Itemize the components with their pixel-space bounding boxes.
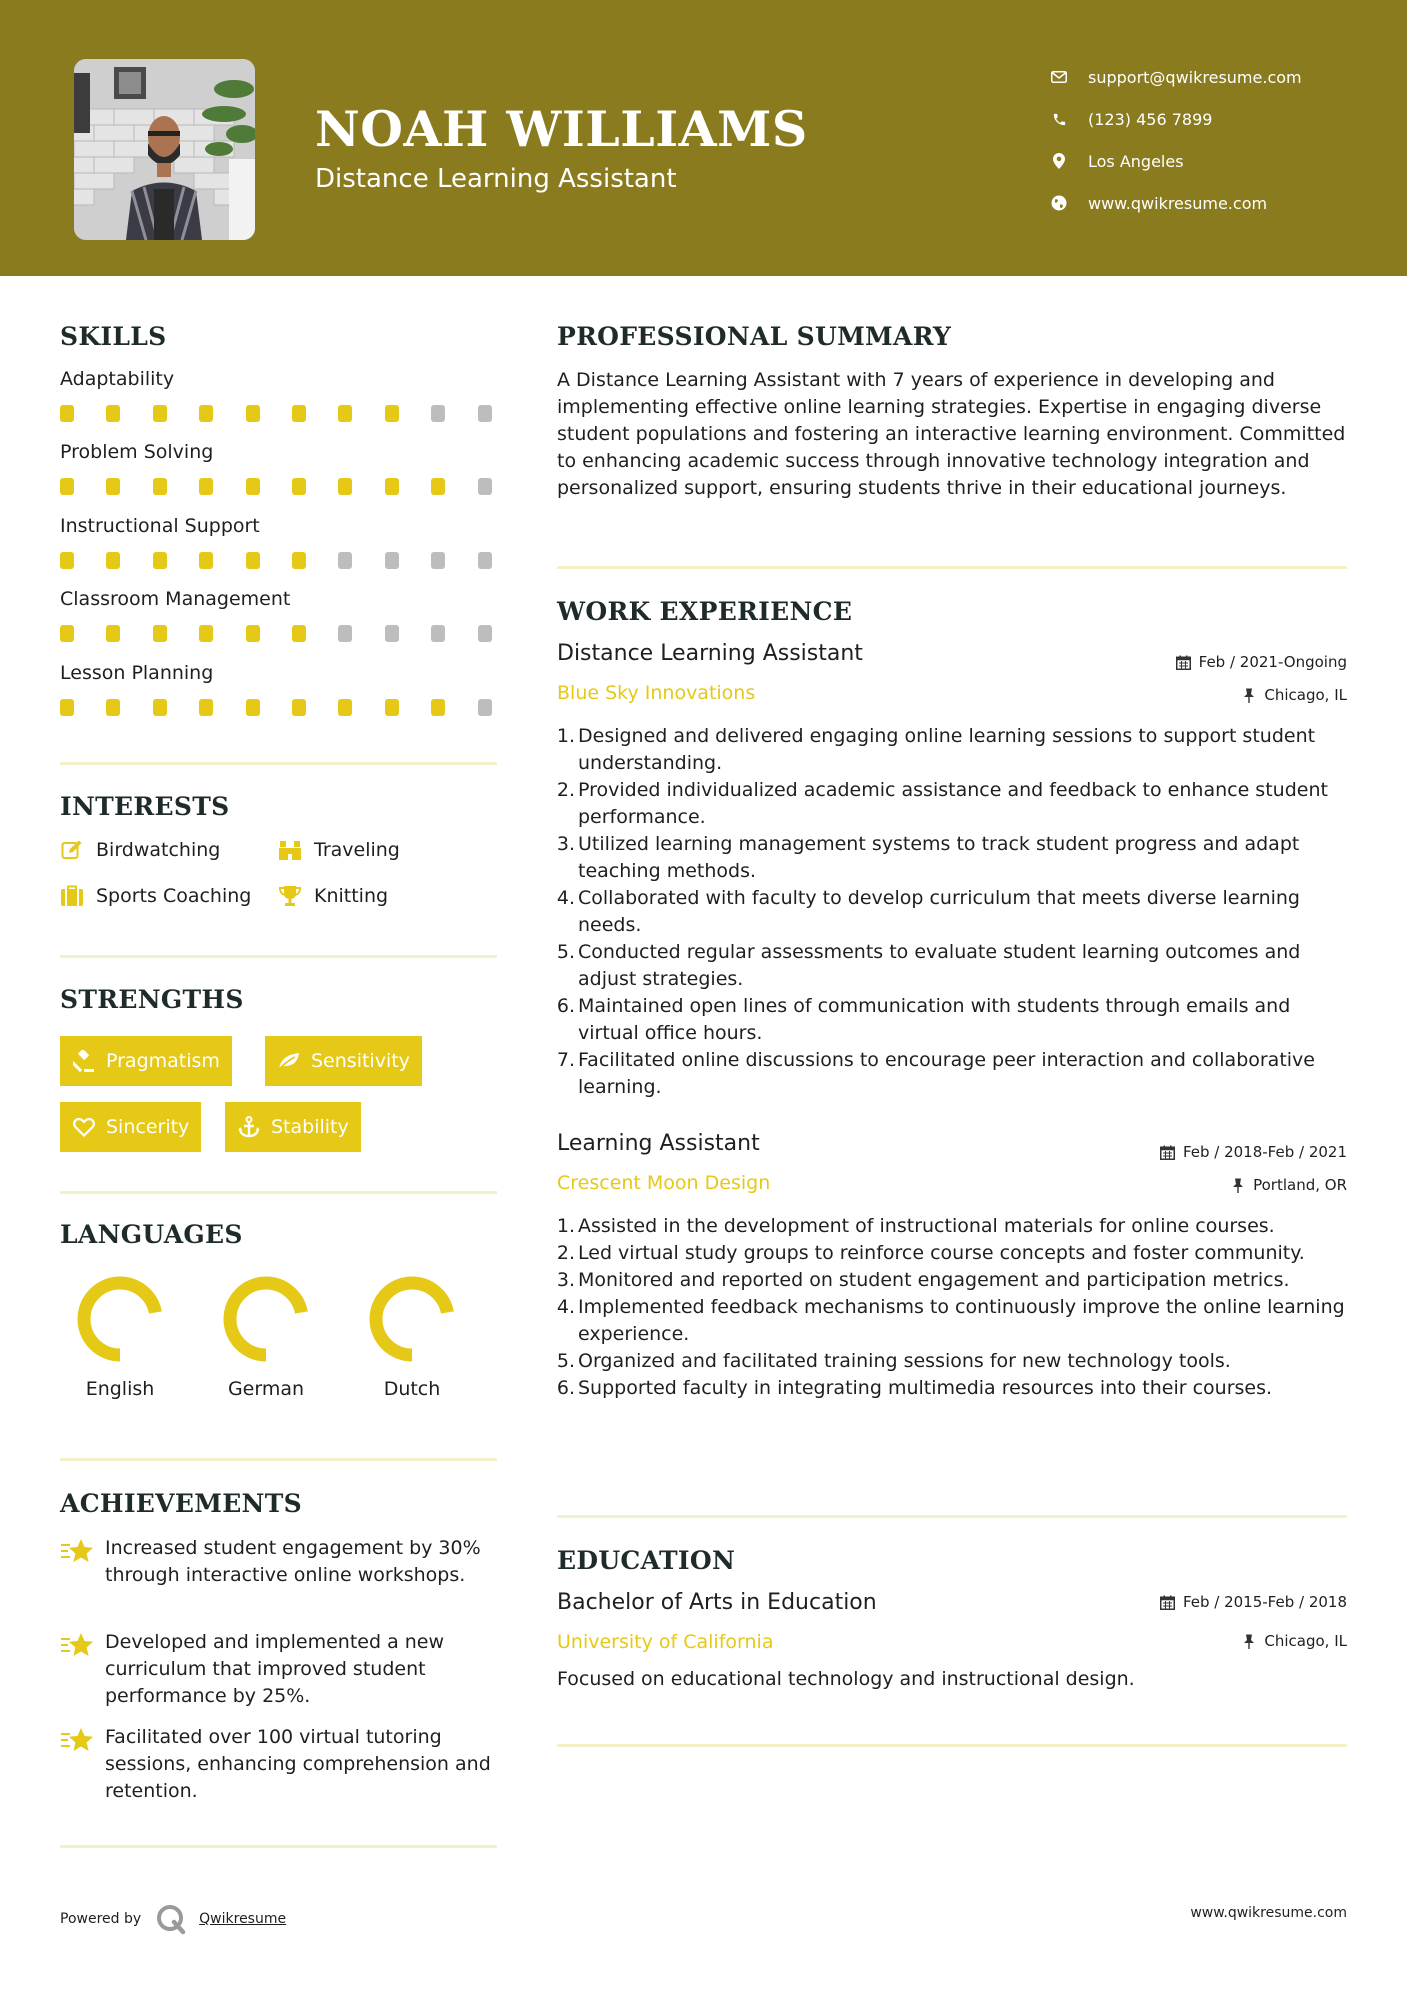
skill-name: Adaptability: [60, 368, 175, 390]
skill-dot-filled: [292, 625, 306, 642]
skill-dot-filled: [60, 405, 74, 422]
skill-dot-filled: [385, 699, 399, 716]
skill-item: [60, 662, 500, 719]
language-level-arc: [230, 1283, 302, 1355]
pushpin-icon: [1230, 1177, 1246, 1193]
job-bullet: 7. Facilitated online discussions to encourage peer interaction and collaborative learning.: [556, 1049, 1315, 1098]
job-bullet: 4. Implemented feedback mechanisms to continuously improve the online learning experience.: [556, 1296, 1345, 1345]
divider: [557, 1515, 1347, 1518]
skill-level-dots: [60, 625, 500, 645]
skill-dot-empty: [478, 552, 492, 569]
job-dates: Feb / 2018-Feb / 2021: [1160, 1143, 1347, 1161]
skill-dot-filled: [338, 405, 352, 422]
phone-icon: [1050, 110, 1068, 128]
contact-location: Los Angeles: [1050, 140, 1302, 182]
job-bullet: 3. Monitored and reported on student engagement and participation metrics.: [556, 1269, 1290, 1291]
skill-dot-filled: [60, 552, 74, 569]
skill-dot-filled: [153, 552, 167, 569]
education-heading: EDUCATION: [557, 1546, 736, 1575]
language-name: German: [227, 1378, 305, 1400]
divider: [60, 955, 497, 958]
strength-tag: Pragmatism: [60, 1036, 232, 1086]
education-description: Focused on educational technology and instructional design.: [557, 1668, 1135, 1690]
education-dates: Feb / 2015-Feb / 2018: [1160, 1593, 1347, 1611]
qwikresume-logo-icon: [155, 1903, 187, 1935]
skill-dot-filled: [153, 478, 167, 495]
binoculars-icon: [278, 838, 302, 862]
job-bullets: [553, 723, 1347, 1101]
anchor-icon: [237, 1115, 261, 1139]
skill-dot-filled: [431, 699, 445, 716]
skill-dot-filled: [338, 478, 352, 495]
skill-dot-filled: [246, 699, 260, 716]
heart-icon: [72, 1115, 96, 1139]
skill-name: Classroom Management: [60, 588, 291, 610]
resume-header: [0, 0, 1407, 276]
divider: [60, 1191, 497, 1194]
skill-dot-filled: [338, 699, 352, 716]
skill-item: [60, 368, 500, 425]
interests-heading: INTERESTS: [60, 792, 230, 821]
skills-heading: SKILLS: [60, 322, 167, 351]
skill-dot-empty: [478, 478, 492, 495]
skill-dot-filled: [199, 699, 213, 716]
skill-dot-filled: [153, 405, 167, 422]
skill-dot-filled: [199, 625, 213, 642]
interest-item: Birdwatching: [60, 838, 220, 862]
summary-text: A Distance Learning Assistant with 7 years of experience in developing and implementing effective online learning strategies. Expertise in engaging diverse student populations and fostering an interactive learning environment. Committed to enhancing academic success through innovative technology integration and personalized support, ensuring students thrive in their educational journeys.: [557, 369, 1346, 499]
powered-by: Powered by Qwikresume: [60, 1903, 286, 1935]
envelope-icon: [1050, 68, 1068, 86]
skill-dot-filled: [246, 405, 260, 422]
skill-dot-filled: [246, 625, 260, 642]
interest-item: Traveling: [278, 838, 400, 862]
skill-dot-empty: [478, 625, 492, 642]
job-location: Portland, OR: [1230, 1176, 1347, 1194]
job-location: Chicago, IL: [1241, 686, 1347, 704]
skill-dot-filled: [246, 552, 260, 569]
job-bullet: 1. Designed and delivered engaging online learning sessions to support student understanding.: [556, 725, 1316, 774]
experience-heading: WORK EXPERIENCE: [557, 597, 853, 626]
pushpin-icon: [1241, 1633, 1257, 1649]
skill-dot-filled: [153, 625, 167, 642]
calendar-icon: [1160, 1594, 1176, 1610]
job-bullet: 2. Provided individualized academic assistance and feedback to enhance student performance.: [556, 779, 1328, 828]
skill-name: Instructional Support: [60, 515, 260, 537]
interest-item: Sports Coaching: [60, 884, 251, 908]
contact-phone[interactable]: (123) 456 7899: [1050, 98, 1302, 140]
skill-dot-filled: [292, 699, 306, 716]
skill-dot-empty: [478, 699, 492, 716]
candidate-title: Distance Learning Assistant: [315, 164, 677, 194]
globe-icon: [1050, 194, 1068, 212]
achievement-item: Developed and implemented a new curriculum that improved student performance by 25%.: [60, 1629, 500, 1710]
skill-dot-filled: [431, 478, 445, 495]
qwikresume-link[interactable]: Qwikresume: [199, 1911, 287, 1927]
company-name: Crescent Moon Design: [557, 1172, 771, 1194]
skill-dot-filled: [199, 478, 213, 495]
skill-dot-filled: [292, 552, 306, 569]
star-icon: [60, 1726, 94, 1756]
map-pin-icon: [1050, 152, 1068, 170]
calendar-icon: [1176, 654, 1192, 670]
contact-list: [1050, 56, 1302, 224]
skill-dot-filled: [199, 405, 213, 422]
trophy-icon: [278, 884, 302, 908]
strength-tag: Sincerity: [60, 1102, 201, 1152]
leaf-icon: [277, 1049, 301, 1073]
job-bullet: 4. Collaborated with faculty to develop curriculum that meets diverse learning needs.: [556, 887, 1300, 936]
achievements-heading: ACHIEVEMENTS: [60, 1489, 302, 1518]
skill-dot-empty: [338, 625, 352, 642]
skill-dot-filled: [246, 478, 260, 495]
skill-level-dots: [60, 552, 500, 572]
skill-dot-empty: [338, 552, 352, 569]
job-bullet: 1. Assisted in the development of instructional materials for online courses.: [556, 1215, 1275, 1237]
skill-level-dots: [60, 699, 500, 719]
job-bullet: 6. Maintained open lines of communication with students through emails and virtual office hours.: [556, 995, 1291, 1044]
language-name: Dutch: [383, 1378, 441, 1400]
skill-dot-filled: [60, 699, 74, 716]
gavel-icon: [72, 1049, 96, 1073]
skill-dot-filled: [292, 478, 306, 495]
divider: [60, 762, 497, 765]
skill-dot-filled: [385, 405, 399, 422]
contact-website[interactable]: www.qwikresume.com: [1050, 182, 1302, 224]
job-bullets: [553, 1213, 1347, 1402]
skill-dot-filled: [60, 625, 74, 642]
candidate-name: NOAH WILLIAMS: [315, 100, 808, 158]
language-level-arc: [84, 1283, 156, 1355]
skill-dot-filled: [199, 552, 213, 569]
profile-photo: [74, 59, 255, 240]
contact-email[interactable]: support@qwikresume.com: [1050, 56, 1302, 98]
pencil-square-icon: [60, 838, 84, 862]
language-level-ring: [75, 1274, 165, 1364]
skill-dot-empty: [478, 405, 492, 422]
skill-dot-filled: [153, 699, 167, 716]
strengths-heading: STRENGTHS: [60, 985, 244, 1014]
skill-dot-filled: [106, 699, 120, 716]
language-level-ring: [367, 1274, 457, 1364]
footer-website-link[interactable]: www.qwikresume.com: [1190, 1905, 1347, 1921]
divider: [60, 1845, 497, 1848]
pushpin-icon: [1241, 687, 1257, 703]
job-bullet: 6. Supported faculty in integrating multimedia resources into their courses.: [556, 1377, 1273, 1399]
language-item: [60, 1274, 180, 1400]
job-dates: Feb / 2021-Ongoing: [1176, 653, 1347, 671]
strength-tag: Stability: [225, 1102, 361, 1152]
calendar-icon: [1160, 1144, 1176, 1160]
star-icon: [60, 1631, 94, 1661]
skill-level-dots: [60, 405, 500, 425]
skill-dot-empty: [431, 625, 445, 642]
skill-dot-filled: [106, 405, 120, 422]
language-level-ring: [221, 1274, 311, 1364]
job-bullet: 5. Organized and facilitated training sessions for new technology tools.: [556, 1350, 1231, 1372]
skill-dot-empty: [385, 625, 399, 642]
skill-dot-empty: [385, 552, 399, 569]
job-title: Distance Learning Assistant: [557, 641, 863, 666]
skill-dot-filled: [292, 405, 306, 422]
divider: [60, 1458, 497, 1461]
skill-item: [60, 515, 500, 572]
language-level-arc: [376, 1283, 448, 1355]
skill-dot-filled: [106, 625, 120, 642]
achievement-item: Facilitated over 100 virtual tutoring sessions, enhancing comprehension and retention.: [60, 1724, 500, 1805]
job-bullet: 3. Utilized learning management systems to track student progress and adapt teaching methods.: [556, 833, 1300, 882]
divider: [557, 1744, 1347, 1747]
language-name: English: [85, 1378, 155, 1400]
job-bullet: 5. Conducted regular assessments to evaluate student learning outcomes and adjust strategies.: [556, 941, 1301, 990]
star-icon: [60, 1537, 94, 1567]
education-location: Chicago, IL: [1241, 1632, 1347, 1650]
skill-dot-filled: [60, 478, 74, 495]
summary-heading: PROFESSIONAL SUMMARY: [557, 322, 952, 351]
skill-dot-filled: [106, 552, 120, 569]
strength-tag: Sensitivity: [265, 1036, 422, 1086]
skill-dot-empty: [431, 405, 445, 422]
language-item: [206, 1274, 326, 1400]
skill-dot-empty: [431, 552, 445, 569]
divider: [557, 566, 1347, 569]
degree-title: Bachelor of Arts in Education: [557, 1590, 877, 1615]
skill-dot-filled: [385, 478, 399, 495]
company-name: Blue Sky Innovations: [557, 682, 756, 704]
interest-item: Knitting: [278, 884, 388, 908]
skill-item: [60, 588, 500, 645]
language-item: [352, 1274, 472, 1400]
skill-name: Problem Solving: [60, 441, 214, 463]
achievement-item: Increased student engagement by 30% through interactive online workshops.: [60, 1535, 500, 1589]
skill-item: [60, 441, 500, 498]
skill-name: Lesson Planning: [60, 662, 214, 684]
briefcase-icon: [60, 884, 84, 908]
skill-level-dots: [60, 478, 500, 498]
school-name: University of California: [557, 1631, 774, 1653]
job-bullet: 2. Led virtual study groups to reinforce course concepts and foster community.: [556, 1242, 1305, 1264]
job-title: Learning Assistant: [557, 1131, 760, 1156]
skill-dot-filled: [106, 478, 120, 495]
languages-heading: LANGUAGES: [60, 1220, 243, 1249]
